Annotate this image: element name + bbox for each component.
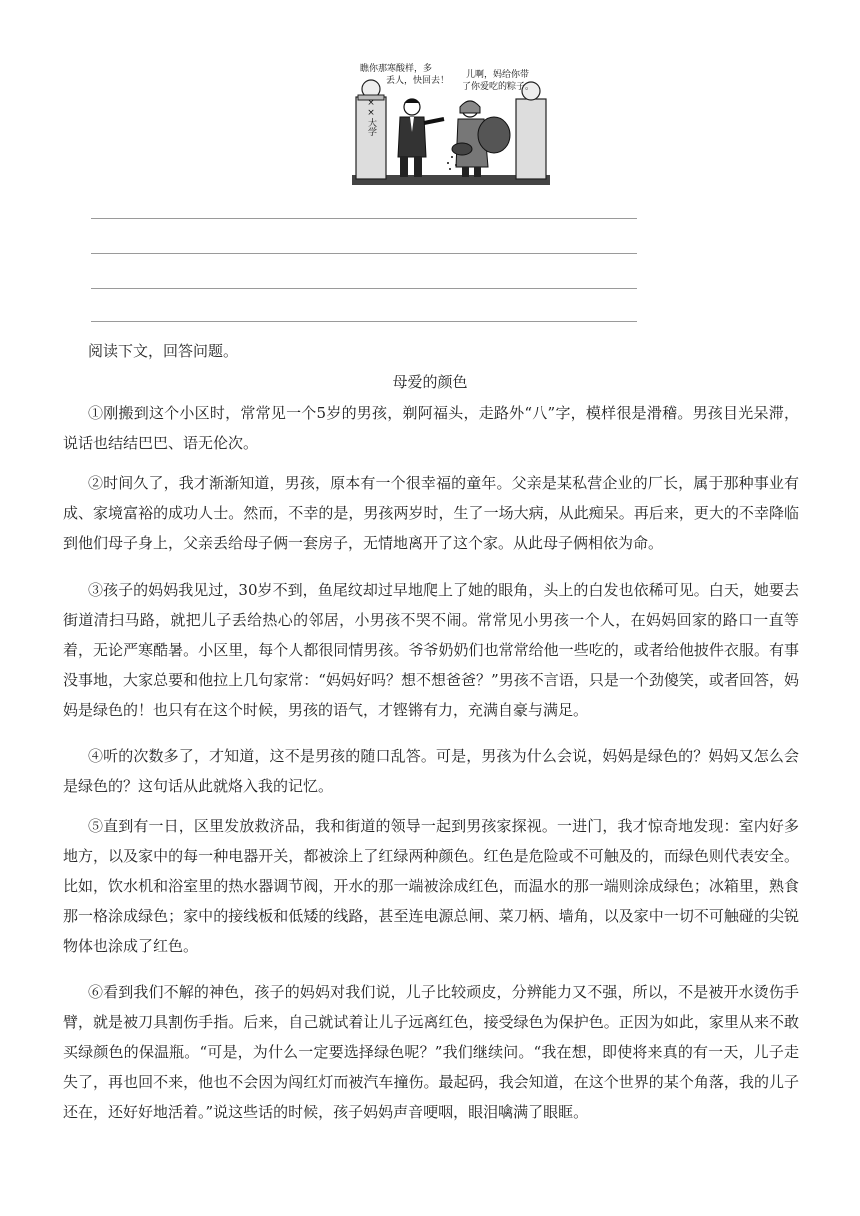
article-title: 母爱的颜色 xyxy=(392,373,468,391)
paragraph-1: ①刚搬到这个小区时，常常见一个5岁的男孩，剃阿福头，走路外“八”字，模样很是滑稽。男孩目光呆滞，说话也结结巴巴、语无伦次。 xyxy=(63,404,799,452)
paragraph-3: ③孩子的妈妈我见过，30岁不到，鱼尾纹却过早地爬上了她的眼角，头上的白发也依稀可见。白天，她要去街道清扫马路，就把儿子丢给热心的邻居，小男孩不哭不闹。常常见小男孩一个人，在妈妈回家的路口一直等着，无论严寒酷暑。小区里，每个人都很同情男孩。爷爷奶奶们也常常给他一些吃的，或者给他披件衣服。有事没事地，大家总要和他拉上几句家常：“妈妈好吗？想不想爸爸？”男孩不言语，只是一个劲傻笑，或者回答，妈妈是绿色的！也只有在这个时候，男孩的语气，才铿锵有力，充满自豪与满足。 xyxy=(63,581,799,719)
answer-line[interactable] xyxy=(91,321,637,322)
paragraph-6: ⑥看到我们不解的神色，孩子的妈妈对我们说，儿子比较顽皮，分辨能力又不强，所以，不是被开水烫伤手臂，就是被刀具割伤手指。后来，自己就试着让儿子远离红色，接受绿色为保护色。正因为如此，家里从来不敢买绿颜色的保温瓶。“可是，为什么一定要选择绿色呢？”我们继续问。“我在想，即使将来真的有一天，儿子走失了，再也回不来，他也不会因为闯红灯而被汽车撞伤。最起码，我会知道，在这个世界的某个角落，我的儿子还在，还好好地活着。”说这些话的时候，孩子妈妈声音哽咽，眼泪噙满了眼眶。 xyxy=(63,983,799,1121)
cartoon-illustration xyxy=(352,57,550,185)
paragraph-4: ④听的次数多了，才知道，这不是男孩的随口乱答。可是，男孩为什么会说，妈妈是绿色的？妈妈又怎么会是绿色的？这句话从此就烙入我的记忆。 xyxy=(63,747,799,795)
speech-left-line-1: 瞧你那寒酸样，多 xyxy=(360,64,433,74)
paragraph-5: ⑤直到有一日，区里发放救济品，我和街道的领导一起到男孩家探视。一进门，我才惊奇地发现：室内好多地方，以及家中的每一种电器开关，都被涂上了红绿两种颜色。红色是危险或不可触及的，而绿色则代表安全。比如，饮水机和浴室里的热水器调节阀，开水的那一端被涂成红色，而温水的那一端则涂成绿色；冰箱里，熟食那一格涂成绿色；家中的接线板和低矮的线路，甚至连电源总闸、菜刀柄、墙角，以及家中一切不可触碰的尖锐物体也涂成了红色。 xyxy=(63,817,799,955)
reading-instruction: 阅读下文，回答问题。 xyxy=(88,342,239,360)
gate-sign-text: ××大学 xyxy=(366,98,376,136)
answer-line[interactable] xyxy=(91,218,637,219)
paragraph-2: ②时间久了，我才渐渐知道，男孩，原本有一个很幸福的童年。父亲是某私营企业的厂长，属于那种事业有成、家境富裕的成功人士。然而，不幸的是，男孩两岁时，生了一场大病，从此痴呆。再后来，更大的不幸降临到他们母子身上，父亲丢给母子俩一套房子，无情地离开了这个家。从此母子俩相依为命。 xyxy=(63,474,799,552)
speech-right-line-2: 了你爱吃的粽子。 xyxy=(462,82,535,92)
speech-left-line-2: 丢人，快回去！ xyxy=(386,76,450,86)
answer-line[interactable] xyxy=(91,253,637,254)
speech-right-line-1: 儿啊，妈给你带 xyxy=(466,70,530,80)
answer-line[interactable] xyxy=(91,288,637,289)
